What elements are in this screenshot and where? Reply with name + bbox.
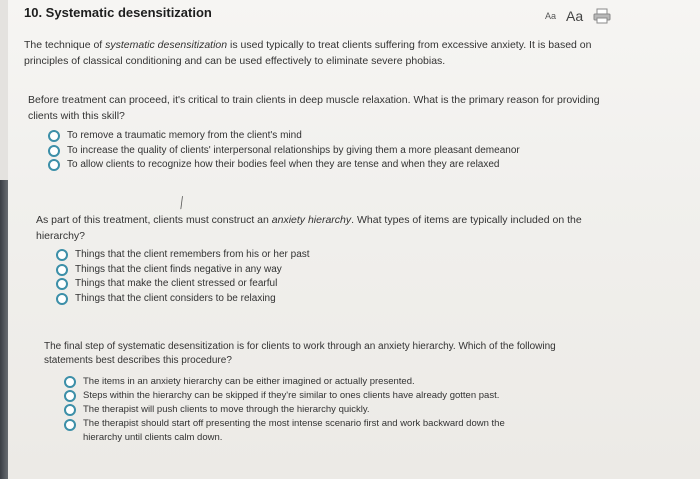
radio-button[interactable] (64, 404, 76, 416)
radio-button[interactable] (64, 376, 76, 388)
option[interactable]: Things that the client considers to be relaxing (56, 292, 310, 307)
increase-font-button[interactable]: Aa (566, 8, 584, 24)
question-page (8, 0, 700, 479)
option[interactable]: The therapist will push clients to move through the hierarchy quickly. (64, 403, 546, 417)
option[interactable]: Steps within the hierarchy can be skipped if they're similar to ones clients have already gotten past. (64, 389, 546, 403)
radio-button[interactable] (48, 130, 60, 142)
option[interactable]: Things that the client remembers from his or her past (56, 248, 310, 263)
radio-button[interactable] (48, 145, 60, 157)
intro-paragraph: The technique of systematic desensitization is used typically to treat clients suffering from excessive anxiety. It is based on principles of classical conditioning and can be used effectively to eliminate severe phobias. (24, 39, 592, 67)
part-1-prompt: Before treatment can proceed, it's critical to train clients in deep muscle relaxation. What is the primary reason for providing clients with this skill? (28, 94, 600, 122)
radio-button[interactable] (56, 293, 68, 305)
option[interactable]: The items in an anxiety hierarchy can be either imagined or actually presented. (64, 375, 546, 389)
radio-button[interactable] (56, 264, 68, 276)
radio-button[interactable] (64, 419, 76, 431)
part-2-prompt: As part of this treatment, clients must construct an anxiety hierarchy. What types of items are typically included on the hierarchy? (36, 214, 582, 242)
option[interactable]: Things that make the client stressed or fearful (56, 277, 310, 292)
radio-button[interactable] (56, 278, 68, 290)
question-title: 10. Systematic desensitization (24, 5, 212, 20)
part-3-options (64, 375, 546, 445)
radio-button[interactable] (64, 390, 76, 402)
cursor-mark-icon: ╱ (177, 197, 187, 210)
radio-button[interactable] (56, 249, 68, 261)
printer-icon[interactable] (593, 8, 611, 24)
decrease-font-button[interactable]: Aa (545, 11, 557, 21)
option[interactable]: To allow clients to recognize how their bodies feel when they are tense and when they are relaxed (48, 158, 520, 173)
option[interactable]: Things that the client finds negative in any way (56, 263, 310, 278)
part-1-options (48, 129, 520, 173)
option[interactable]: To remove a traumatic memory from the client's mind (48, 129, 520, 144)
option[interactable]: The therapist should start off presenting the most intense scenario first and work backward down the hierarchy until clients calm down. (64, 417, 546, 445)
radio-button[interactable] (48, 159, 60, 171)
option[interactable]: To increase the quality of clients' interpersonal relationships by giving them a more pleasant demeanor (48, 144, 520, 159)
font-size-tools (545, 8, 611, 24)
part-2-options (56, 248, 310, 306)
part-3-prompt: The final step of systematic desensitization is for clients to work through an anxiety hierarchy. Which of the following statements best describes this procedure? (44, 341, 556, 366)
